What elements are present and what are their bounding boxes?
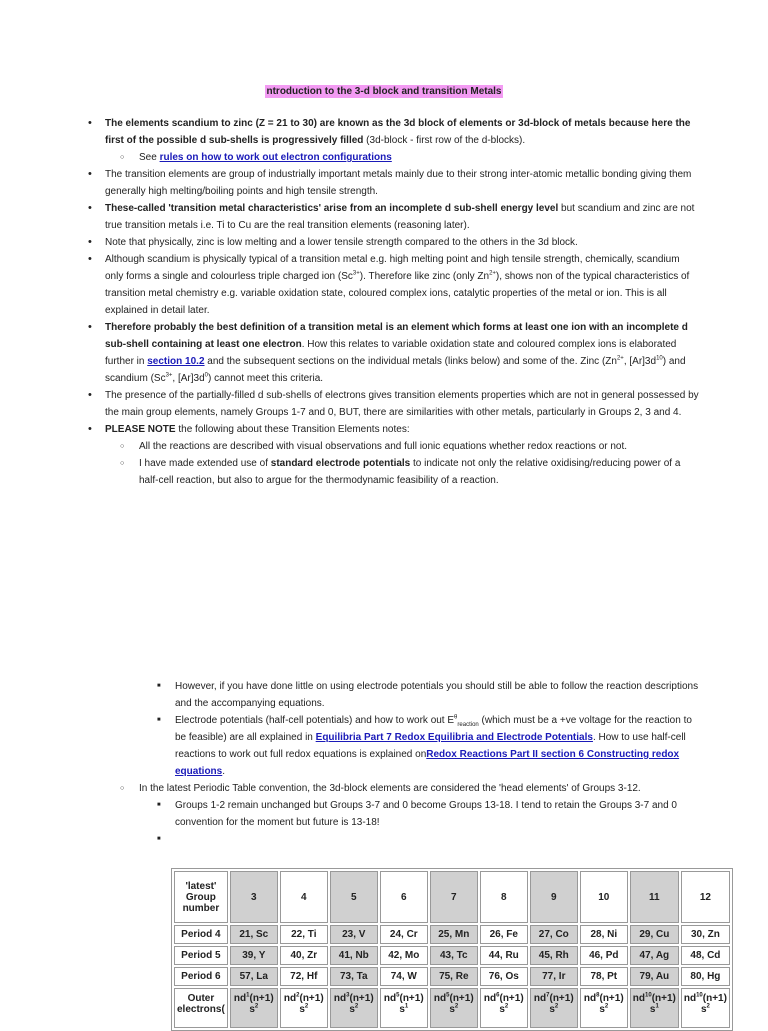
equilibria-part7-link[interactable]: Equilibria Part 7 Redox Equilibria and Electrode Potentials: [315, 732, 593, 743]
table-row: [174, 871, 730, 923]
list-item: • The presence of the partially-filled d sub-shells of electrons gives transition elements properties which are not in general possessed by the main group elements, namely Groups 1-7 and 0, BUT, there are similarities with other metals, particularly in Groups 2, 3 and 4.: [0, 387, 768, 421]
electrode-notes: [0, 678, 768, 848]
list-item: • Note that physically, zinc is low melting and a lower tensile strength compared to the others in the 3d block.: [0, 234, 768, 251]
group-header: 12: [681, 871, 730, 923]
list-item: ■ Electrode potentials (half-cell potentials) and how to work out $E^\theta_{reaction}$ (which must be a +ve voltage for the reaction to be feasible) are all explained in Equilibria Part 7 Redox Equilibria and Electrode Potentials. How to use half-cell reactions to work out full redox equations is explained onRedox Reactions Part II section 6 Constructing redox equations.: [0, 712, 768, 780]
table-cell: $nd^7(n+1)$ $s^2$: [530, 988, 578, 1028]
table-cell: 79, Au: [630, 967, 679, 986]
row-label: Period 4: [174, 925, 228, 944]
table-cell: 41, Nb: [330, 946, 378, 965]
group-header: 4: [280, 871, 328, 923]
table-cell: 75, Re: [430, 967, 478, 986]
electron-config-link[interactable]: rules on how to work out electron configurations: [159, 152, 392, 163]
table-cell: 26, Fe: [480, 925, 528, 944]
table-cell: 42, Mo: [380, 946, 428, 965]
table-cell: 25, Mn: [430, 925, 478, 944]
table-cell: 30, Zn: [681, 925, 730, 944]
list-item: ○ All the reactions are described with visual observations and full ionic equations whether redox reactions or not.: [0, 438, 768, 455]
table-cell: 76, Os: [480, 967, 528, 986]
group-header: 10: [580, 871, 628, 923]
table-cell: 48, Cd: [681, 946, 730, 965]
page-title: ntroduction to the 3-d block and transition Metals: [266, 86, 502, 97]
list-item: ■ Groups 1-2 remain unchanged but Groups 3-7 and 0 become Groups 13-18. I tend to retain the Groups 3-7 and 0 convention for the moment but future is 13-18!: [0, 797, 768, 831]
row-label: Period 5: [174, 946, 228, 965]
group-header: 11: [630, 871, 679, 923]
list-item: ○ See rules on how to work out electron configurations: [0, 149, 768, 166]
table-cell: $nd^3(n+1)$ $s^2$: [330, 988, 378, 1028]
row-label: Outer electrons(: [174, 988, 228, 1028]
table-cell: 72, Hf: [280, 967, 328, 986]
table-cell: $nd^{10}(n+1)$ $s^2$: [681, 988, 730, 1028]
list-item: ■ However, if you have done little on using electrode potentials you should still be able to follow the reaction descriptions and the accompanying equations.: [0, 678, 768, 712]
list-item: • Therefore probably the best definition of a transition metal is an element which forms at least one ion with an incomplete d sub-shell containing at least one electron. How this relates to variable oxidation state and coloured complex ions is elaborated further in section 10.2 and the subsequent sections on the individual metals (links below) and some of the. Zinc ($Zn^{2+}$, $[Ar]3d^{10}$) and scandium ($Sc^{3+}$, $[Ar]3d^0$) cannot meet this criteria.: [0, 319, 768, 387]
table-row: [174, 988, 730, 1028]
table-cell: 29, Cu: [630, 925, 679, 944]
list-item: [0, 831, 768, 848]
table-header-label: 'latest' Group number: [174, 871, 228, 923]
table-row: [174, 925, 730, 944]
table-cell: 77, Ir: [530, 967, 578, 986]
table-cell: 39, Y: [230, 946, 278, 965]
table-cell: 74, W: [380, 967, 428, 986]
table-cell: 44, Ru: [480, 946, 528, 965]
list-item: • The transition elements are group of industrially important metals mainly due to their strong inter-atomic metallic bonding giving them generally high melting/boiling points and high tensile strength.: [0, 166, 768, 200]
table-cell: 21, Sc: [230, 925, 278, 944]
list-item: ○ In the latest Periodic Table convention, the 3d-block elements are considered the 'head elements' of Groups 3-12.: [0, 780, 768, 797]
table-cell: 28, Ni: [580, 925, 628, 944]
section-10-2-link[interactable]: section 10.2: [147, 356, 205, 367]
table-cell: $nd^{10}(n+1)$ $s^1$: [630, 988, 679, 1028]
list-item: • The elements scandium to zinc (Z = 21 to 30) are known as the 3d block of elements or 3d-block of metals because here the first of the possible d sub-shells is progressively filled (3d-block - first row of the d-blocks).: [0, 115, 768, 149]
table-cell: 47, Ag: [630, 946, 679, 965]
table-cell: 78, Pt: [580, 967, 628, 986]
table-cell: 80, Hg: [681, 967, 730, 986]
table-cell: 27, Co: [530, 925, 578, 944]
table-cell: 40, Zr: [280, 946, 328, 965]
table-cell: 57, La: [230, 967, 278, 986]
group-header: 7: [430, 871, 478, 923]
list-item: • PLEASE NOTE the following about these Transition Elements notes:: [0, 421, 768, 438]
table-cell: 22, Ti: [280, 925, 328, 944]
table-cell: 45, Rh: [530, 946, 578, 965]
table-cell: 23, V: [330, 925, 378, 944]
group-header: 5: [330, 871, 378, 923]
table-cell: 43, Tc: [430, 946, 478, 965]
table-cell: $nd^5(n+1)$ $s^2$: [430, 988, 478, 1028]
redox-part2-link[interactable]: Redox Reactions Part II section 6 Constructing redox equations: [175, 749, 680, 777]
table-cell: $nd^2(n+1)$ $s^2$: [280, 988, 328, 1028]
table-cell: $nd^8(n+1)$ $s^2$: [580, 988, 628, 1028]
list-item: • These-called 'transition metal characteristics' arise from an incomplete d sub-shell energy level but scandium and zinc are not true transition metals i.e. Ti to Cu are the real transition elements (reasoning later).: [0, 200, 768, 234]
table-cell: $nd^6(n+1)$ $s^2$: [480, 988, 528, 1028]
list-item: • Although scandium is physically typical of a transition metal e.g. high melting point and high tensile strength, chemically, scandium only forms a single and colourless triple charged ion $(Sc^{3+})$. Therefore like zinc (only $Zn^{2+}$), shows non of the typical characteristics of transition metal chemistry e.g. variable oxidation state, coloured complex ions, catalytic properties of the metal or ion. This is all explained in detail later.: [0, 251, 768, 319]
table-row: [174, 967, 730, 986]
main-notes: [0, 115, 768, 489]
table-cell: $nd^1(n+1)$ $s^2$: [230, 988, 278, 1028]
group-header: 3: [230, 871, 278, 923]
table-cell: 24, Cr: [380, 925, 428, 944]
table-cell: 46, Pd: [580, 946, 628, 965]
periodic-group-table: [171, 868, 733, 1031]
table-row: [174, 946, 730, 965]
group-header: 9: [530, 871, 578, 923]
group-header: 6: [380, 871, 428, 923]
table-cell: $nd^5(n+1)$ $s^1$: [380, 988, 428, 1028]
list-item: ○ I have made extended use of standard electrode potentials to indicate not only the relative oxidising/reducing power of a half-cell reaction, but also to argue for the thermodynamic feasibility of a reaction.: [0, 455, 768, 489]
table-cell: 73, Ta: [330, 967, 378, 986]
group-header: 8: [480, 871, 528, 923]
row-label: Period 6: [174, 967, 228, 986]
